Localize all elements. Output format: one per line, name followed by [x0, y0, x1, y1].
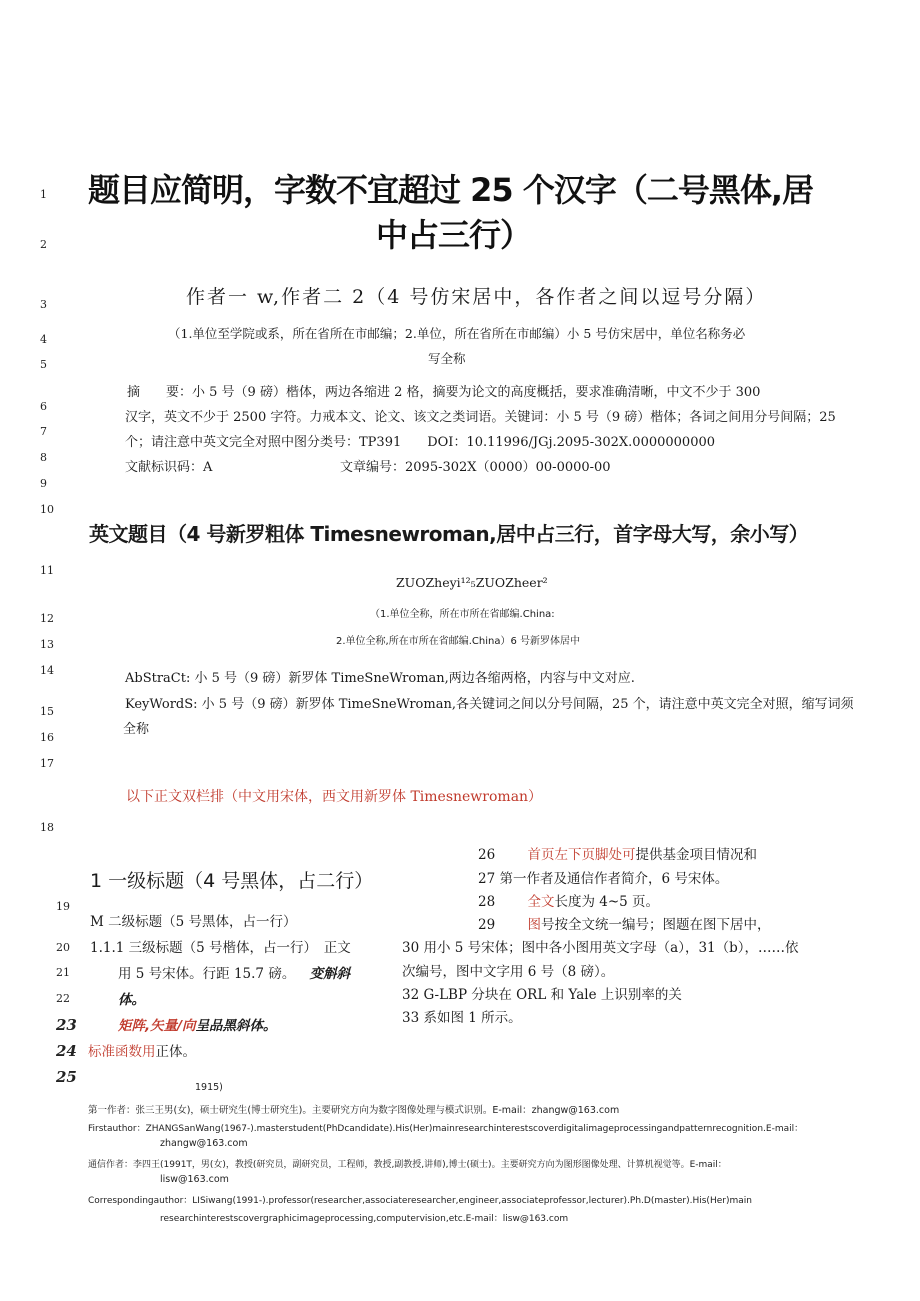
line-number: 5	[40, 358, 47, 371]
body-text: 提供基金项目情况和	[635, 847, 757, 863]
line-number: 6	[40, 400, 47, 413]
line-number: 9	[40, 477, 47, 490]
authors-line: 作者一 w,作者二 2（4 号仿宋居中，各作者之间以逗号分隔）	[186, 286, 767, 308]
abstract-line2: 汉字，英文不少于 2500 字符。力戒本文、论文、该文之类词语。关键词：小 5 号（9 磅）楷体；各词之间用分号间隔；25	[125, 410, 836, 425]
abstract-line1: 摘 要：小 5 号（9 磅）楷体，两边各缩进 2 格，摘要为论文的高度概括，要求准确清晰，中文不少于 300	[127, 385, 761, 400]
body-text: 用 5 号宋体。行距 15.7 磅。	[118, 966, 296, 982]
footnote-corresponding-cn: 通信作者：李四王(1991T，男(女)，教授(研究员，副研究员，工程师，教授,副教授,讲师),博士(硕士)。主要研究方向为图形图像处理、计算机视觉等。E-mail：	[88, 1160, 727, 1170]
heading-level2: M 二级标题（5 号黑体，占一行）	[90, 914, 297, 930]
body-text: 号按全文统一编号；图题在图下居中，	[540, 917, 771, 933]
line-number: 2	[40, 238, 47, 251]
line-number: 28	[478, 894, 496, 910]
body-text: 长度为 4~5 页。	[554, 894, 660, 910]
matrix-note: 矩阵,矢量/向	[118, 1018, 196, 1034]
body-line-b: 体。	[118, 992, 145, 1008]
english-title: 英文题目（4 号新罗粗体 Timesnewroman,居中占三行，首字母大写，余小写）	[89, 522, 809, 546]
document-code: 文献标识码：A	[125, 460, 213, 475]
body-line-a	[118, 962, 350, 982]
affiliation-line1: （1.单位至学院或系，所在省所在市邮编；2.单位，所在省所在市邮编）小 5 号仿宋居中，单位名称务必	[168, 326, 746, 341]
figure-note: 图	[527, 917, 541, 933]
footnote-corresponding-en-2: researchinterestscovergraphicimageprocessing,computervision,etc.E-mail：lisw@163.com	[160, 1214, 569, 1224]
right-line-27: 27 第一作者及通信作者简介，6 号宋体。	[478, 871, 729, 887]
footnote-first-author-en: Firstauthor：ZHANGSanWang(1967-).masterstudent(PhDcandidate).His(Her)mainresearchinterestscoverdigitalimageprocessingandpatternrecognition.E-mail：	[88, 1124, 804, 1134]
footnote-corresponding-email: lisw@163.com	[160, 1174, 229, 1185]
italic-example: 变斛斜	[309, 966, 351, 982]
line-number: 1	[40, 188, 47, 201]
line-number: 7	[40, 425, 47, 438]
line-number: 3	[40, 298, 47, 311]
affiliation-line2: 写全称	[428, 351, 466, 366]
line-number: 23	[56, 1016, 77, 1034]
heading-level1: 1 一级标题（4 号黑体，占二行）	[90, 870, 374, 892]
line-number: 13	[40, 638, 54, 651]
heading-level3: 1.1.1 三级标题（5 号楷体，占一行） 正文	[90, 940, 351, 956]
double-column-note: 以下正文双栏排（中文用宋体，西文用新罗体 Timesnewroman）	[126, 789, 543, 805]
body-line-c	[118, 1014, 277, 1034]
line-number: 19	[56, 900, 70, 913]
line-number: 22	[56, 992, 70, 1005]
body-text: 呈品黑斜体。	[195, 1018, 277, 1034]
line-number: 26	[478, 847, 496, 863]
function-note: 标准函数用	[88, 1044, 156, 1060]
right-line-26	[478, 843, 757, 863]
footer-note: 首页左下页脚处可	[527, 847, 636, 863]
line-number: 24	[56, 1042, 77, 1060]
english-authors: ZUOZheyi¹²₅ZUOZheer²	[396, 575, 548, 590]
line-number: 16	[40, 731, 54, 744]
right-line-28	[478, 890, 659, 910]
line-number: 29	[478, 917, 496, 933]
footnote-first-author-email: zhangw@163.com	[160, 1138, 248, 1149]
article-number: 文章编号：2095-302X（0000）00-0000-00	[340, 460, 611, 475]
footnote-year: 1915)	[195, 1082, 223, 1093]
line-number: 10	[40, 503, 54, 516]
line-number: 17	[40, 757, 54, 770]
english-keywords-line1: KeyWordS: 小 5 号（9 磅）新罗体 TimeSneWroman,各关键词之间以分号间隔，25 个，请注意中英文完全对照，缩写词须	[125, 697, 854, 712]
paper-title-line1: 题目应简明，字数不宜超过 25 个汉字（二号黑体,居	[88, 171, 813, 209]
full-text-note: 全文	[527, 894, 555, 910]
line-number: 21	[56, 966, 70, 979]
right-line-32: 32 G-LBP 分块在 ORL 和 Yale 上识别率的关	[402, 987, 682, 1003]
line-number: 15	[40, 705, 54, 718]
body-line-d	[88, 1040, 196, 1060]
right-line-31: 次编号，图中文字用 6 号（8 磅）。	[402, 964, 615, 980]
line-number: 11	[40, 564, 54, 577]
right-line-29	[478, 913, 770, 933]
english-abstract: AbStraCt: 小 5 号（9 磅）新罗体 TimeSneWroman,两边各缩两格，内容与中文对应.	[125, 671, 635, 686]
footnote-corresponding-en: Correspondingauthor：LISiwang(1991-).professor(researcher,associateresearcher,engineer,associateprofessor,lecturer).Ph.D(master).His(Her)main	[88, 1196, 752, 1206]
line-number: 4	[40, 333, 47, 346]
english-affiliation-2: 2.单位全称,所在市所在省邮编.China）6 号新罗体居中	[336, 636, 581, 647]
line-number: 18	[40, 821, 54, 834]
line-number: 14	[40, 664, 54, 677]
abstract-line3: 个；请注意中英文完全对照中图分类号：TP391 DOI：10.11996/JGj.2095-302X.0000000000	[125, 435, 716, 450]
line-number: 12	[40, 612, 54, 625]
right-line-30: 30 用小 5 号宋体；图中各小图用英文字母（a），31（b），……依	[402, 940, 799, 956]
english-keywords-line2: 全称	[123, 722, 150, 737]
line-number: 8	[40, 451, 47, 464]
paper-title-line2: 中占三行）	[376, 216, 532, 254]
line-number: 20	[56, 941, 70, 954]
line-number: 25	[56, 1068, 77, 1086]
footnote-first-author-cn: 第一作者：张三王男(女)，硕士研究生(博士研究生)。主要研究方向为数字图像处理与模式识别。E-mail：zhangw@163.com	[88, 1105, 620, 1116]
right-line-33: 33 系如图 1 所示。	[402, 1010, 522, 1026]
body-text: 正体。	[155, 1044, 196, 1060]
english-affiliation-1: （1.单位全称，所在市所在省邮编.China:	[370, 609, 555, 620]
